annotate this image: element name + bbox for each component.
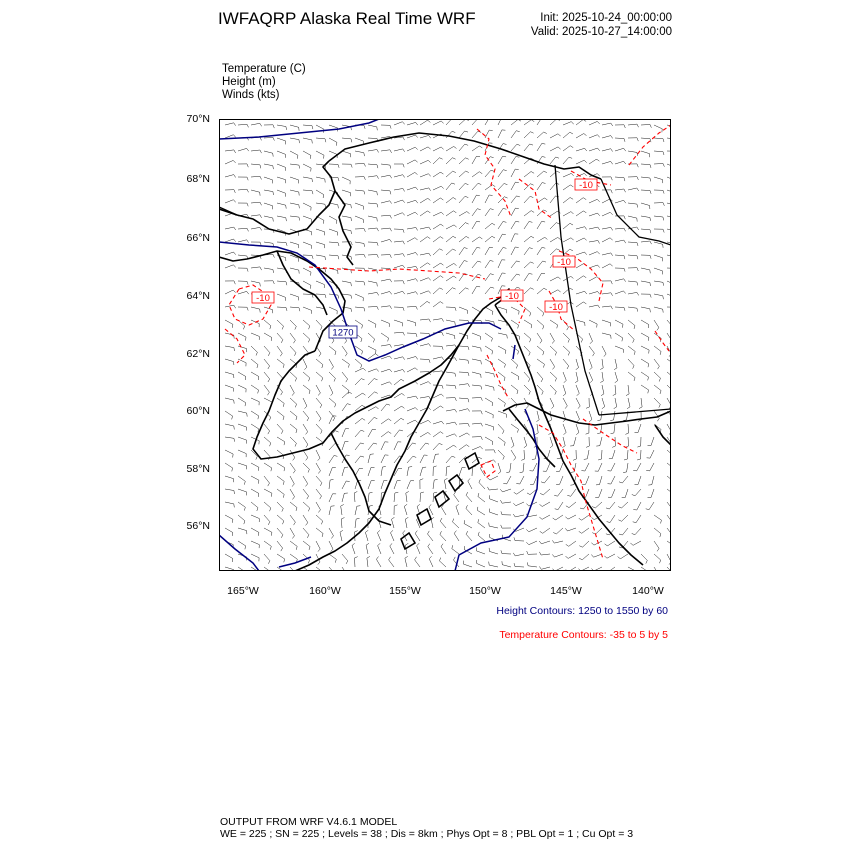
lat-label-64n: 64°N: [186, 290, 210, 302]
variable-winds-label: Winds (kts): [222, 89, 280, 101]
lon-label-160w: 160°W: [309, 585, 341, 597]
temp-label-5: [252, 292, 274, 304]
temp-label-4: [545, 301, 567, 313]
temperature-contours-legend: Temperature Contours: -35 to 5 by 5: [499, 629, 668, 641]
svg-text:-10: -10: [256, 293, 270, 304]
height-label-1270: [329, 326, 357, 339]
init-time: Init: 2025-10-24_00:00:00: [540, 12, 672, 24]
valid-time: Valid: 2025-10-27_14:00:00: [530, 26, 672, 38]
height-label-text: 1270: [332, 327, 354, 339]
variable-temperature-label: Temperature (C): [222, 63, 306, 75]
weather-map: [219, 119, 671, 571]
lon-label-145w: 145°W: [550, 585, 582, 597]
lat-label-56n: 56°N: [186, 520, 210, 532]
lat-label-62n: 62°N: [186, 348, 210, 360]
svg-text:-10: -10: [579, 180, 593, 191]
lat-label-70n: 70°N: [186, 113, 210, 125]
temp-label-2: [553, 256, 575, 268]
temp-label-3: [501, 290, 523, 302]
lon-label-155w: 155°W: [389, 585, 421, 597]
lat-label-68n: 68°N: [186, 173, 210, 185]
lon-label-150w: 150°W: [469, 585, 501, 597]
lat-label-58n: 58°N: [186, 463, 210, 475]
svg-text:-10: -10: [549, 302, 563, 313]
lon-label-140w: 140°W: [632, 585, 664, 597]
map-title: IWFAQRP Alaska Real Time WRF: [218, 9, 476, 28]
model-footer-line2: WE = 225 ; SN = 225 ; Levels = 38 ; Dis = 8km ; Phys Opt = 8 ; PBL Opt = 1 ; Cu Opt = 3: [220, 828, 634, 840]
lat-label-66n: 66°N: [186, 232, 210, 244]
svg-text:-10: -10: [557, 257, 571, 268]
coastline: [219, 133, 671, 571]
temp-label-1: [575, 179, 597, 191]
lon-label-165w: 165°W: [227, 585, 259, 597]
lat-label-60n: 60°N: [186, 405, 210, 417]
svg-text:-10: -10: [505, 291, 519, 302]
height-contours: [219, 119, 539, 571]
height-contours-legend: Height Contours: 1250 to 1550 by 60: [496, 605, 668, 617]
variable-height-label: Height (m): [222, 76, 276, 88]
model-footer-line1: OUTPUT FROM WRF V4.6.1 MODEL: [220, 816, 398, 828]
